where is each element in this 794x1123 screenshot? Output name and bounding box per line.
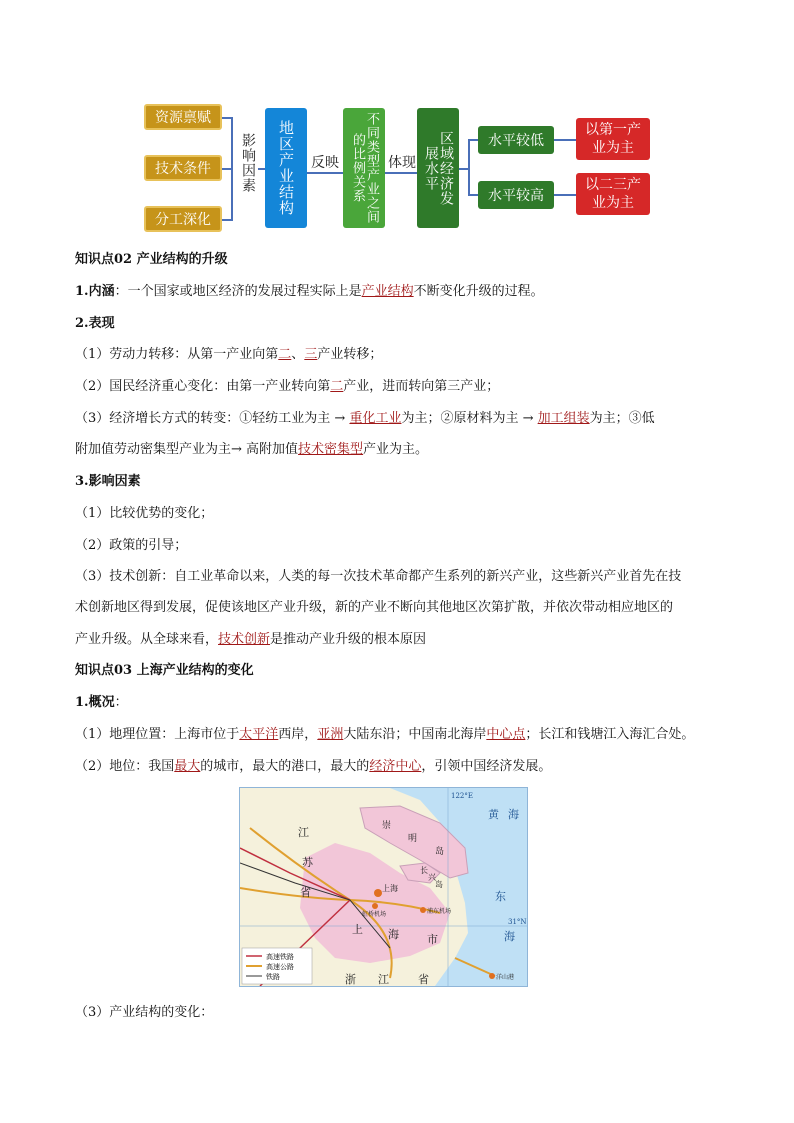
labor-transfer-item: （1）劳动力转移：从第一产业向第二、三产业转移； bbox=[75, 347, 383, 362]
map-label-changxing: 长 bbox=[420, 866, 428, 875]
bracket-line bbox=[231, 117, 233, 221]
airport-marker bbox=[420, 907, 426, 913]
port-marker bbox=[489, 973, 495, 979]
embody-label: 体现 bbox=[388, 155, 416, 171]
city-marker bbox=[374, 889, 382, 897]
factor-box-division: 分工深化 bbox=[144, 206, 222, 232]
map-label-shanghai: 市 bbox=[427, 933, 438, 946]
growth-mode-item-cont: 附加值劳动密集型产业为主→ 高附加值技术密集型产业为主。 bbox=[75, 442, 429, 457]
map-label-jiangsu: 省 bbox=[300, 886, 311, 899]
map-label-donghai: 东 bbox=[495, 890, 506, 903]
map-legend bbox=[242, 948, 312, 984]
level-high-box: 水平较高 bbox=[478, 181, 554, 209]
map-label-pudong: 浦东机场 bbox=[427, 908, 452, 915]
connector-line bbox=[468, 194, 478, 196]
economic-development-level-box: 区域经济发展水平 bbox=[417, 108, 459, 228]
map-label-zhejiang: 省 bbox=[418, 973, 429, 986]
factor-item-2: （2）政策的引导； bbox=[75, 538, 188, 553]
legend-label: 高速公路 bbox=[266, 963, 294, 971]
industry-ratio-box: 不同类型产业之间的比例关系 bbox=[343, 108, 385, 228]
legend-label: 铁路 bbox=[266, 973, 280, 981]
factor-item-3: （3）技术创新：自工业革命以来，人类的每一次技术革命都产生系列的新兴产业，这些新兴产业首先在技 bbox=[75, 569, 682, 584]
map-label-huanghai: 黄 bbox=[488, 808, 499, 821]
kp03-heading: 知识点03 上海产业结构的变化 bbox=[75, 663, 254, 678]
connector-line bbox=[468, 139, 470, 195]
map-label-latitude: 31°N bbox=[508, 918, 527, 926]
overview-heading: 1.概况： bbox=[75, 695, 128, 710]
regional-industry-structure-box: 地区产业结构 bbox=[265, 108, 307, 228]
primary-industry-box: 以第一产业为主 bbox=[576, 118, 650, 160]
map-label-chongming: 崇 bbox=[382, 821, 392, 831]
connector-line bbox=[385, 172, 417, 174]
economic-focus-item: （2）国民经济重心变化：由第一产业转向第二产业，进而转向第三产业； bbox=[75, 379, 500, 394]
map-label-chongming: 岛 bbox=[435, 847, 445, 857]
status-item: （2）地位：我国最大的城市，最大的港口，最大的经济中心，引领中国经济发展。 bbox=[75, 759, 552, 774]
map-label-zhejiang: 浙 bbox=[345, 973, 356, 986]
structure-change-item: （3）产业结构的变化： bbox=[75, 1005, 214, 1020]
map-label-zhejiang: 江 bbox=[378, 973, 389, 986]
kp02-heading: 知识点02 产业结构的升级 bbox=[75, 252, 228, 267]
factor-box-technology: 技术条件 bbox=[144, 155, 222, 181]
factor-item-3-line3: 产业升级。从全球来看，技术创新是推动产业升级的根本原因 bbox=[75, 632, 427, 647]
factor-item-1: （1）比较优势的变化； bbox=[75, 506, 214, 521]
map-label-donghai: 海 bbox=[504, 930, 515, 943]
connector-line bbox=[468, 139, 478, 141]
factor-item-3-line2: 术创新地区得到发展，促使该地区产业升级，新的产业不断向其他地区次第扩散，并依次带动相应地区的 bbox=[75, 600, 674, 615]
map-label-changxing: 岛 bbox=[435, 880, 443, 889]
map-label-shanghai: 海 bbox=[388, 928, 399, 941]
map-label-jiangsu: 江 bbox=[298, 826, 309, 839]
map-label-changxing: 兴 bbox=[428, 873, 436, 882]
influence-label: 影响因素 bbox=[240, 133, 256, 193]
map-label-yangshan: 洋山港 bbox=[496, 974, 515, 981]
connotation-paragraph: 1.内涵：一个国家或地区经济的发展过程实际上是产业结构不断变化升级的过程。 bbox=[75, 284, 544, 299]
legend-label: 高速铁路 bbox=[266, 953, 294, 961]
connector-line bbox=[554, 194, 576, 196]
factor-box-resource: 资源禀赋 bbox=[144, 104, 222, 130]
map-label-huanghai: 海 bbox=[508, 808, 519, 821]
reflect-label: 反映 bbox=[311, 155, 339, 171]
shanghai-map bbox=[239, 787, 528, 987]
map-label-shanghai: 上 bbox=[352, 923, 363, 936]
location-item: （1）地理位置：上海市位于太平洋西岸，亚洲大陆东沿；中国南北海岸中心点；长江和钱塘江入海汇合处。 bbox=[75, 727, 695, 742]
map-label-longitude: 122°E bbox=[451, 792, 473, 800]
secondary-tertiary-box: 以二三产业为主 bbox=[576, 173, 650, 215]
map-label-chongming: 明 bbox=[408, 834, 418, 844]
airport-marker bbox=[372, 903, 378, 909]
connector-line bbox=[307, 172, 343, 174]
connector-line bbox=[554, 139, 576, 141]
factors-heading: 3.影响因素 bbox=[75, 474, 141, 489]
level-low-box: 水平较低 bbox=[478, 126, 554, 154]
map-label-hongqiao: 虹桥机场 bbox=[362, 911, 387, 918]
growth-mode-item: （3）经济增长方式的转变：①轻纺工业为主 → 重化工业为主；②原材料为主 → 加工组装为主；③低 bbox=[75, 411, 655, 426]
map-label-jiangsu: 苏 bbox=[302, 856, 313, 869]
performance-heading: 2.表现 bbox=[75, 316, 115, 331]
map-label-city: 上海 bbox=[382, 884, 398, 893]
